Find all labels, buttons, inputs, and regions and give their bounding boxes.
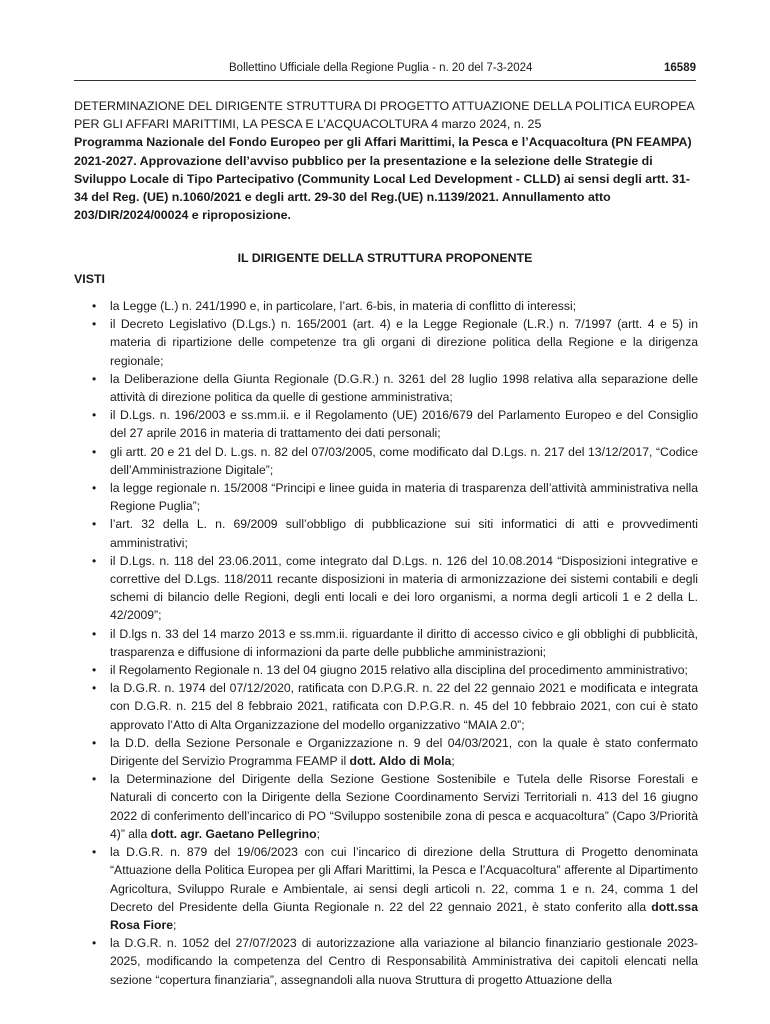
list-item: • il D.lgs n. 33 del 14 marzo 2013 e ss.mm.ii. riguardante il diritto di accesso civico e gli obblighi di pubblicità, trasparenza e diffusione di informazioni da parte delle pubbliche amministrazioni; [92,626,698,659]
bullet-icon: • [92,481,97,496]
list-item: • la Determinazione del Dirigente della Sezione Gestione Sostenibile e Tutela delle Risorse Forestali e Naturali di concerto con la Dirigente della Sezione Coordinamento Servizi Territoriali n. 413 del 16 giugno 2022 di conferimento dell’incarico di PO “Sviluppo sostenibile zona di pesca e acquacoltura” (Capo 3/Priorità 4)” alla dott. agr. Gaetano Pellegrino; [92,772,698,841]
list-item: • l’art. 32 della L. n. 69/2009 sull’obbligo di pubblicazione sui siti informatici di atti e provvedimenti amministrativi; [92,517,698,550]
bullet-icon: • [92,444,97,459]
visti-label: VISTI [74,272,105,286]
section-heading: IL DIRIGENTE DELLA STRUTTURA PROPONENTE [237,251,533,265]
list-item: • il D.Lgs. n. 196/2003 e ss.mm.ii. e il Regolamento (UE) 2016/679 del Parlamento Europeo e del Consiglio del 27 aprile 2016 in materia di trattamento dei dati personali; [92,408,698,441]
journal-title: Bollettino Ufficiale della Regione Puglia - n. 20 del 7-3-2024 [229,62,533,74]
bullet-icon: • [92,553,97,568]
bullet-icon: • [92,408,97,423]
bullet-icon: • [92,626,97,641]
person-name: dott. agr. Gaetano Pellegrino [150,826,317,841]
person-name: dott. Aldo di Mola [349,754,452,769]
list-item: • la D.G.R. n. 879 del 19/06/2023 con cui l’incarico di direzione della Struttura di Progetto denominata “Attuazione della Politica Europea per gli Affari Marittimi, la Pesca e l’Acquacoltura” afferente al Dipartimento Agricoltura, Sviluppo Rurale e Ambientale, ai sensi degli articoli n. 22, comma 1 e n. 24, comma 1 del Decreto del Presidente della Giunta Regionale n. 22 del 22 gennaio 2021, è stato conferito alla dott.ssa Rosa Fiore; [92,845,698,932]
list-item: • la D.D. della Sezione Personale e Organizzazione n. 9 del 04/03/2021, con la quale è stato confermato Dirigente del Servizio Programma FEAMP il dott. Aldo di Mola; [92,735,698,769]
list-item: • gli artt. 20 e 21 del D. L.gs. n. 82 del 07/03/2005, come modificato dal D.Lgs. n. 217 del 13/12/2017, “Codice dell’Amministrazione Digitale”; [92,444,698,477]
visti-list [74,297,698,989]
bullet-icon: • [92,299,97,313]
bullet-icon: • [92,772,97,787]
bullet-icon: • [92,681,97,696]
bullet-icon: • [92,317,97,332]
determination-subject: Programma Nazionale del Fondo Europeo per gli Affari Marittimi, la Pesca e l’Acquacoltura (PN FEAMPA) 2021-2027. Approvazione dell’avviso pubblico per la presentazione e la selezione delle Strategie di Sviluppo Locale di Tipo Partecipativo (Community Local Led Development - CLLD) ai sensi degli artt. 31-34 del Reg. (UE) n.1060/2021 e degli artt. 29-30 del Reg.(UE) n.1139/2021. Annullamento atto 203/DIR/2024/00024 e riproposizione. [74,135,692,223]
list-item: • il Regolamento Regionale n. 13 del 04 giugno 2015 relativo alla disciplina del procedimento amministrativo; [74,661,698,679]
list-item: • la legge regionale n. 15/2008 “Principi e linee guida in materia di trasparenza dell’attività amministrativa nella Regione Puglia”; [92,481,698,514]
list-item: • la Deliberazione della Giunta Regionale (D.G.R.) n. 3261 del 28 luglio 1998 relativa alla separazione delle attività di direzione politica da quelle di gestione amministrativa; [92,371,698,405]
bullet-icon: • [92,663,97,678]
bullet-icon: • [92,845,97,860]
determination-intro: DETERMINAZIONE DEL DIRIGENTE STRUTTURA DI PROGETTO ATTUAZIONE DELLA POLITICA EUROPEA PER GLI AFFARI MARITTIMI, LA PESCA E L’ACQUACOLTURA 4 marzo 2024, n. 25 [74,99,695,132]
determination-title [74,97,698,224]
page-number: 16589 [664,62,696,74]
bullet-icon: • [92,371,97,386]
bullet-icon: • [92,517,97,532]
list-item: • il D.Lgs. n. 118 del 23.06.2011, come integrato dal D.Lgs. n. 126 del 10.08.2014 “Disposizioni integrative e correttive del D.Lgs. 118/2011 recante disposizioni in materia di armonizzazione dei sistemi contabili e degli schemi di bilancio delle Regioni, degli enti locali e dei loro organismi, a norma degli articoli 1 e 2 della L. 42/2009”; [92,553,698,623]
list-item: • il Decreto Legislativo (D.Lgs.) n. 165/2001 (art. 4) e la Legge Regionale (L.R.) n. 7/1997 (artt. 4 e 5) in materia di ripartizione delle competenze tra gli organi di direzione politica della Regione e la dirigenza regionale; [92,317,698,368]
list-item: • la D.G.R. n. 1974 del 07/12/2020, ratificata con D.P.G.R. n. 22 del 22 gennaio 2021 e modificata e integrata con D.G.R. n. 215 del 8 febbraio 2021, ratificata con D.P.G.R. n. 45 del 10 febbraio 2021, con cui è stato approvato l’Atto di Alta Organizzazione del modello organizzativo “MAIA 2.0”; [92,681,698,732]
person-name: dott.ssa Rosa Fiore [110,899,698,932]
bullet-icon: • [92,735,97,750]
bullet-icon: • [92,936,97,951]
list-item: • la D.G.R. n. 1052 del 27/07/2023 di autorizzazione alla variazione al bilancio finanziario gestionale 2023-2025, modificando la competenza del Centro di Responsabilità Amministrativa dei capitoli elencati nella sezione “copertura finanziaria”, assegnandoli alla nuova Struttura di progetto Attuazione della [92,936,698,987]
list-item: • la Legge (L.) n. 241/1990 e, in particolare, l’art. 6-bis, in materia di conflitto di interessi; [74,297,698,315]
page-header [74,60,696,81]
